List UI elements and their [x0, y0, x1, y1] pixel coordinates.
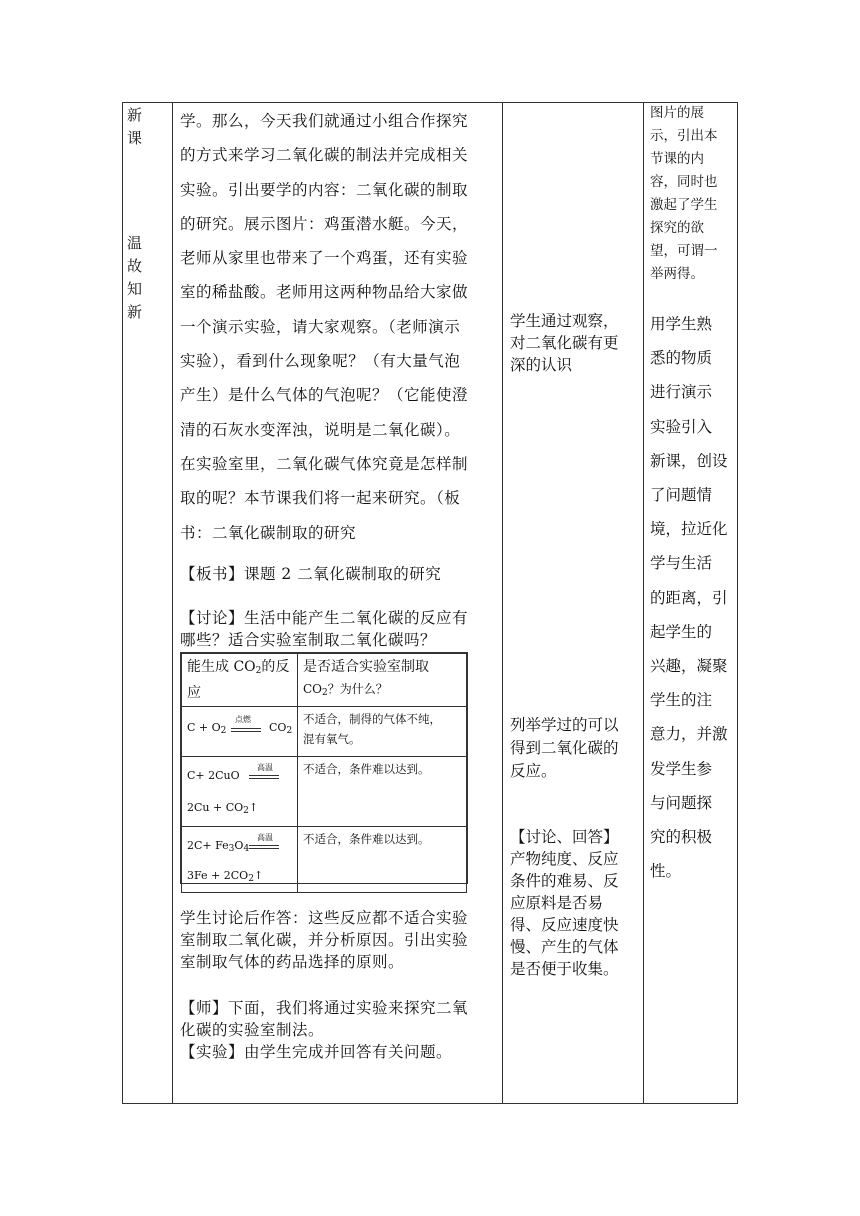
stage-label: 新	[127, 106, 143, 124]
equation-cell: $C + O_2$ 点燃 $CO_2$	[182, 707, 298, 757]
stage-label: 新	[127, 303, 143, 321]
reaction-arrow	[249, 775, 279, 779]
table-row	[182, 707, 467, 757]
stage-label: 温	[127, 234, 143, 252]
answer-cell: 不适合，条件难以达到。	[298, 757, 467, 827]
student-discuss-note: 【讨论、回答】 产物纯度、反应 条件的难易、反 应原料是否易 得、反应速度快 慢、产生的气体 是否便于收集。	[510, 828, 619, 978]
design-intent-top: 图片的展 示，引出本 节课的内 容，同时也 激起了学生 探究的欲 望，可谓一 举两得。	[650, 105, 718, 282]
answer-cell: 不适合，条件难以达到。	[298, 827, 467, 893]
stage-label: 故	[127, 257, 143, 275]
teacher-activity-column	[180, 104, 500, 550]
equation-cell: C+ 2CuO 高温 $2Cu + CO_2↑$	[182, 757, 298, 827]
teacher-paragraph: 【师】下面，我们将通过实验来探究二氧 化碳的实验室制法。 【实验】由学生完成并回答有关问题。	[180, 999, 469, 1061]
stage-label: 课	[127, 129, 143, 147]
reaction-arrow	[249, 845, 279, 849]
column-divider	[502, 102, 503, 1104]
column-divider	[172, 102, 173, 1104]
header-suitability: 是否适合实验室制取 $CO_2$？为什么？	[298, 654, 467, 707]
student-answer-paragraph: 学生讨论后作答：这些反应都不适合实验 室制取二氧化碳，并分析原因。引出实验 室制取气体的药品选择的原则。	[180, 909, 469, 971]
stage-label: 知	[127, 280, 143, 298]
discussion-prompt: 【讨论】生活中能产生二氧化碳的反应有 哪些？适合实验室制取二氧化碳吗？	[180, 609, 469, 649]
student-observe-note: 学生通过观察， 对二氧化碳有更 深的认识	[510, 312, 619, 374]
header-reaction: 能生成 $CO_2$的反 应	[182, 654, 298, 707]
column-divider	[643, 102, 644, 1104]
board-title: 【板书】课题 2 二氧化碳制取的研究	[180, 565, 442, 583]
stage-label-column	[127, 104, 167, 324]
reaction-arrow	[231, 728, 261, 732]
table-row	[182, 757, 467, 827]
table-row	[182, 827, 467, 893]
design-intent-bottom: 用学生熟 悉的物质 进行演示 实验引入 新课，创设 了问题情 境，拉近化 学与生活 的距离，引 起学生的 兴趣，凝聚 学生的注 意力，并激 发学生参 与问题探 究的积极 性。	[650, 315, 728, 881]
student-list-note: 列举学过的可以 得到二氧化碳的 反应。	[510, 716, 619, 780]
equation-cell: $2C+ Fe_3O_4$ 高温 $3Fe + 2CO_2↑$	[182, 827, 298, 893]
reactions-table	[180, 652, 468, 884]
answer-cell: 不适合，制得的气体不纯， 混有氧气。	[298, 707, 467, 757]
intro-paragraph: 学。那么，今天我们就通过小组合作探究 的方式来学习二氧化碳的制法并完成相关 实验。引出要学的内容：二氧化碳的制取 的研究。展示图片：鸡蛋潜水艇。今天， 老师从家里也带来了一个鸡蛋，还有实验 室的稀盐酸。老师用这两种物品给大家做 一个演示实验，请大家观察。（老师演示 实验），看到什么现象呢？（有大量气泡 产生）是什么气体的气泡呢？（它能使澄 清的石灰水变浑浊，说明是二氧化碳）。 在实验室里，二氧化碳气体究竟是怎样制 取的呢？本节课我们将一起来研究。（板 书：二氧化碳制取的研究	[180, 112, 469, 542]
